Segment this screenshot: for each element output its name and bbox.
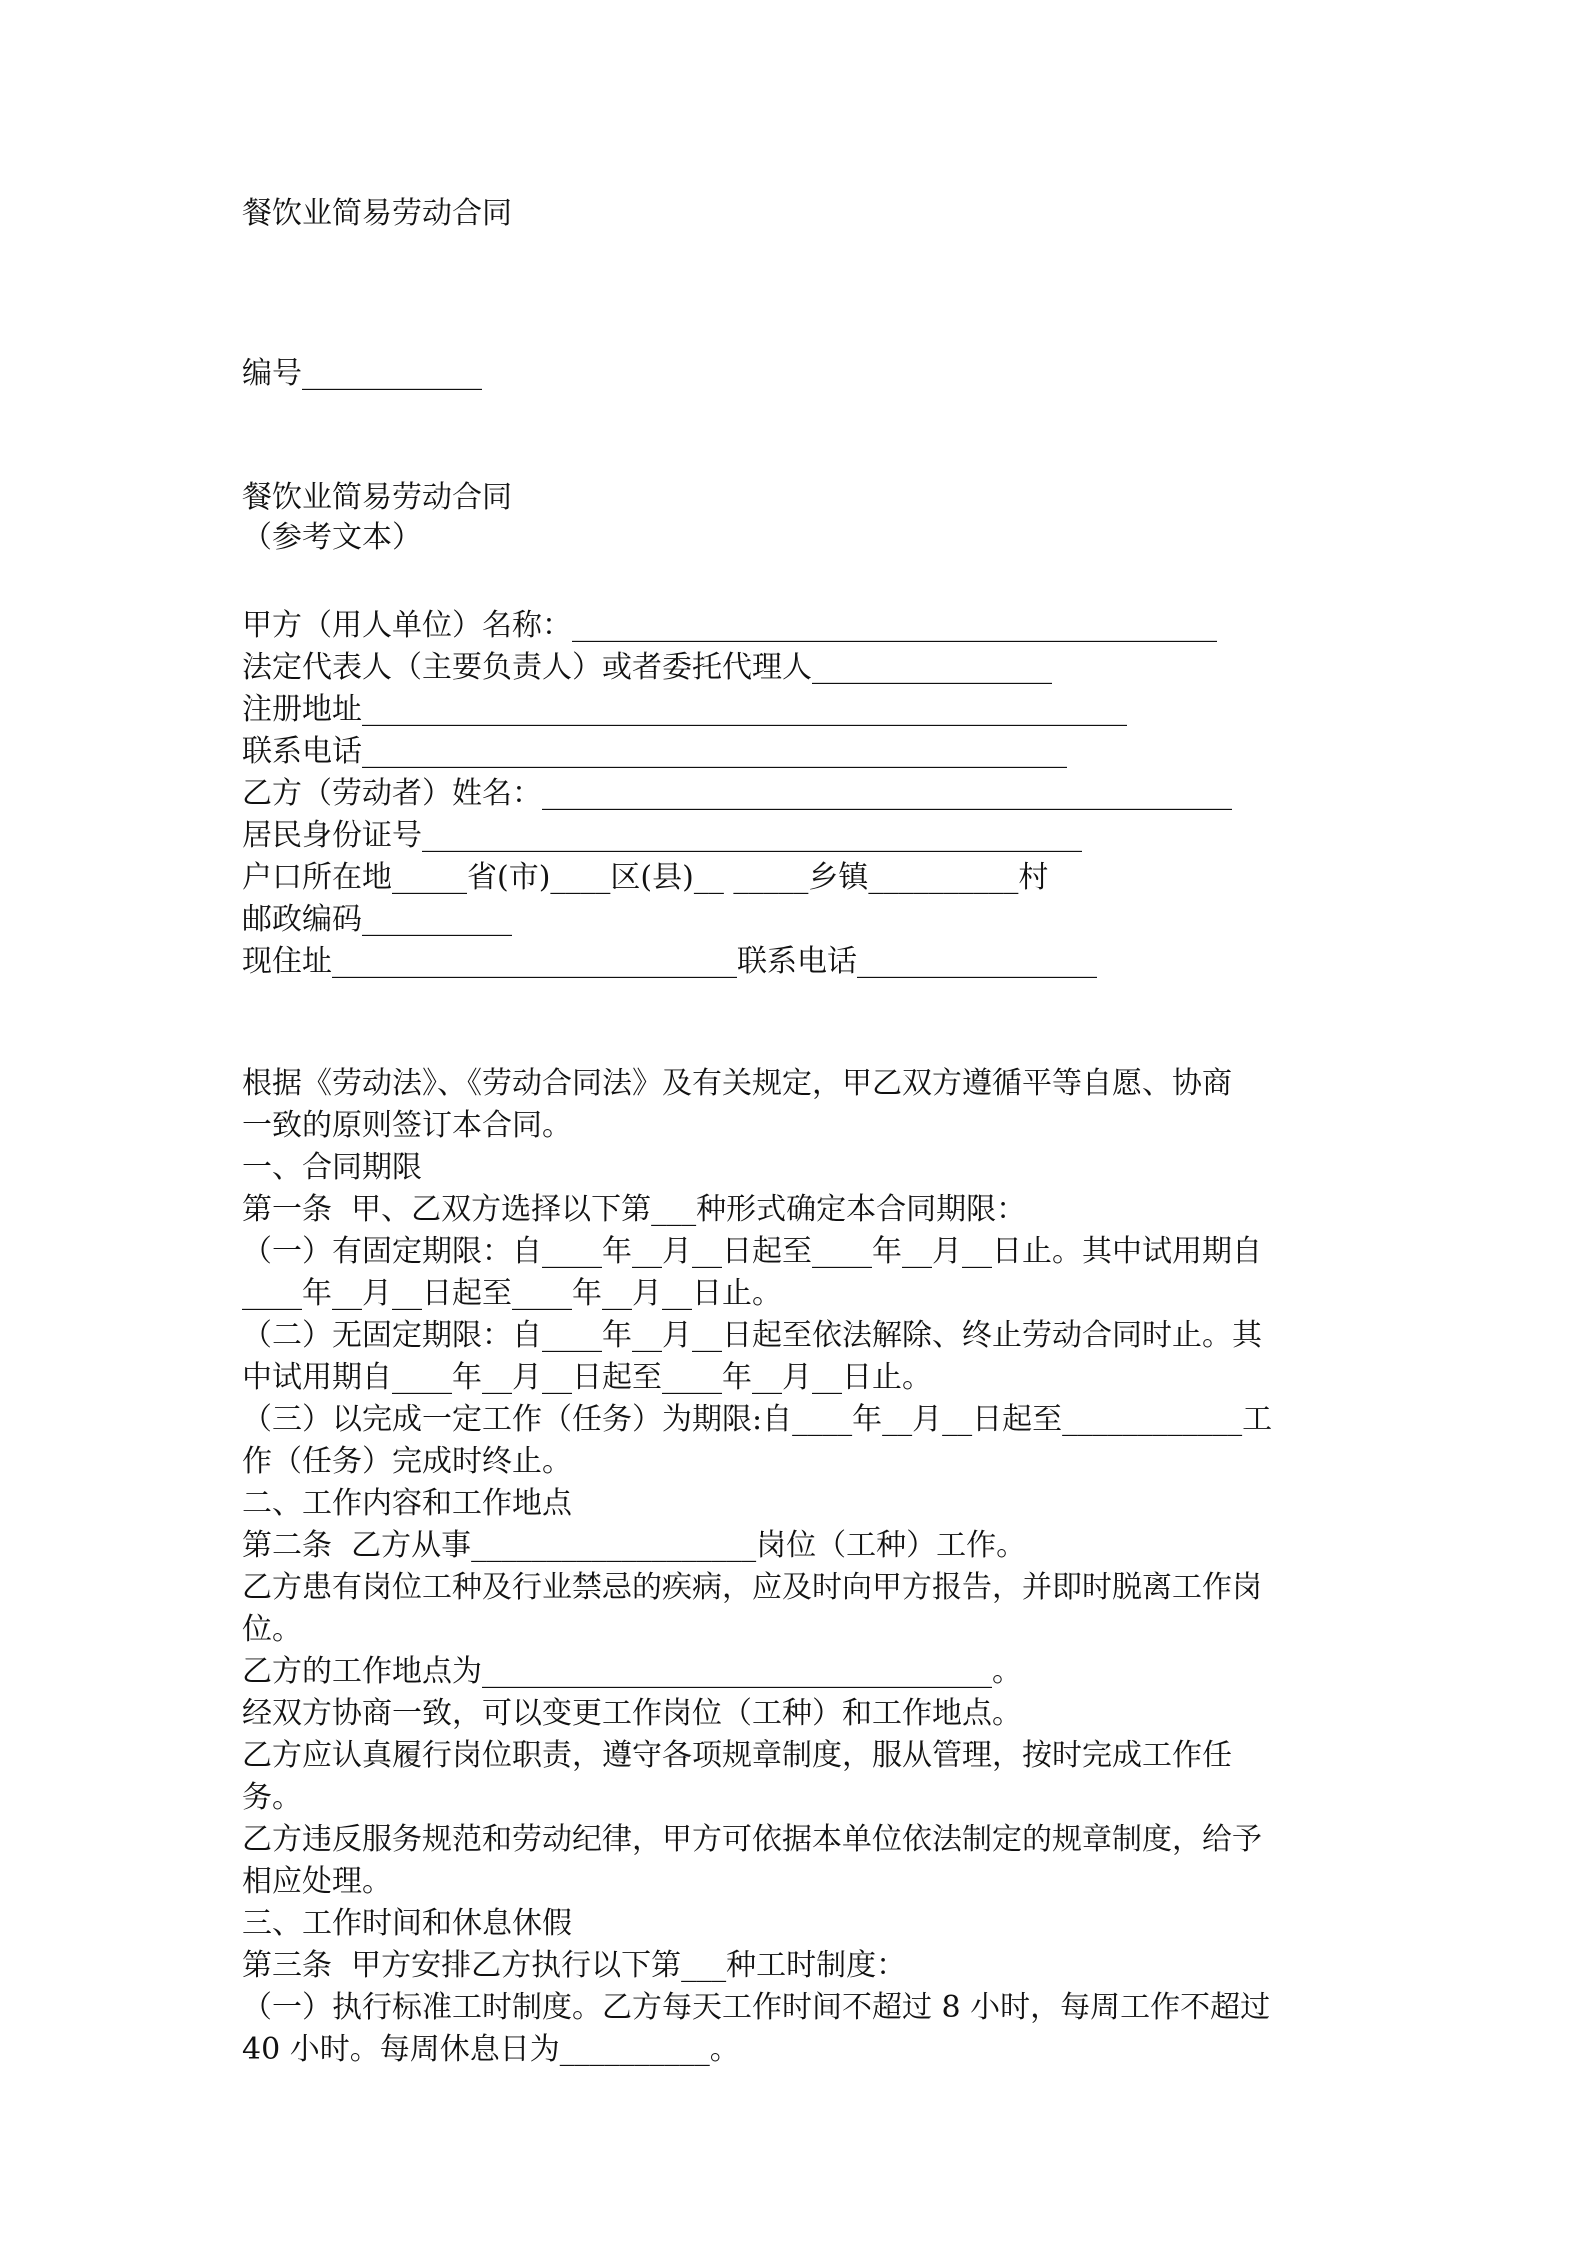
hukou-location-line: 户口所在地_____省(市)____区(县)__ _____乡镇__________村: [242, 860, 1049, 895]
id-number-line: 居民身份证号____________________________________________: [242, 818, 1082, 853]
clause-line: （一）有固定期限：自____年__月__日起至____年__月__日止。其中试用期自: [242, 1234, 1262, 1269]
intro-paragraph-line: 一致的原则签订本合同。: [242, 1108, 572, 1143]
article-line: 第二条 乙方从事___________________岗位（工种）工作。: [242, 1528, 1027, 1563]
current-address-line: 现住址___________________________联系电话________________: [242, 944, 1097, 979]
clause-line: （二）无固定期限：自____年__月__日起至依法解除、终止劳动合同时止。其: [242, 1318, 1262, 1353]
clause-line: （一）执行标准工时制度。乙方每天工作时间不超过 8 小时，每周工作不超过: [242, 1990, 1271, 2025]
party-a-name-line: 甲方（用人单位）名称：___________________________________________: [242, 608, 1217, 643]
legal-representative-line: 法定代表人（主要负责人）或者委托代理人________________: [242, 650, 1052, 685]
clause-line: 中试用期自____年__月__日起至____年__月__日止。: [242, 1360, 932, 1395]
postcode-line: 邮政编码__________: [242, 902, 512, 937]
clause-line: （三）以完成一定工作（任务）为期限:自____年__月__日起至____________工: [242, 1402, 1273, 1437]
section-heading: 三、工作时间和休息休假: [242, 1906, 572, 1941]
paragraph-line: 乙方的工作地点为__________________________________。: [242, 1654, 1022, 1689]
clause-line: ____年__月__日起至____年__月__日止。: [242, 1276, 782, 1311]
paragraph-line: 乙方应认真履行岗位职责，遵守各项规章制度，服从管理，按时完成工作任: [242, 1738, 1232, 1773]
contract-subtitle: （参考文本）: [242, 520, 422, 555]
intro-paragraph-line: 根据《劳动法》、《劳动合同法》及有关规定，甲乙双方遵循平等自愿、协商: [242, 1066, 1232, 1101]
party-b-name-line: 乙方（劳动者）姓名：______________________________________________: [242, 776, 1232, 811]
serial-number-line: 编号____________: [242, 356, 482, 391]
paragraph-line: 务。: [242, 1780, 302, 1815]
clause-line: 作（任务）完成时终止。: [242, 1444, 572, 1479]
contact-phone-line: 联系电话_______________________________________________: [242, 734, 1067, 769]
section-heading: 二、工作内容和工作地点: [242, 1486, 572, 1521]
article-line: 第一条 甲、乙双方选择以下第___种形式确定本合同期限：: [242, 1192, 1027, 1227]
registered-address-line: 注册地址___________________________________________________: [242, 692, 1127, 727]
paragraph-line: 经双方协商一致，可以变更工作岗位（工种）和工作地点。: [242, 1696, 1022, 1731]
paragraph-line: 相应处理。: [242, 1864, 392, 1899]
document-title: 餐饮业简易劳动合同: [242, 196, 512, 231]
contract-title: 餐饮业简易劳动合同: [242, 480, 512, 515]
paragraph-line: 乙方患有岗位工种及行业禁忌的疾病，应及时向甲方报告，并即时脱离工作岗: [242, 1570, 1262, 1605]
clause-line: 40 小时。每周休息日为__________。: [242, 2032, 740, 2067]
article-line: 第三条 甲方安排乙方执行以下第___种工时制度：: [242, 1948, 907, 1983]
paragraph-line: 乙方违反服务规范和劳动纪律，甲方可依据本单位依法制定的规章制度，给予: [242, 1822, 1262, 1857]
paragraph-line: 位。: [242, 1612, 302, 1647]
section-heading: 一、合同期限: [242, 1150, 422, 1185]
